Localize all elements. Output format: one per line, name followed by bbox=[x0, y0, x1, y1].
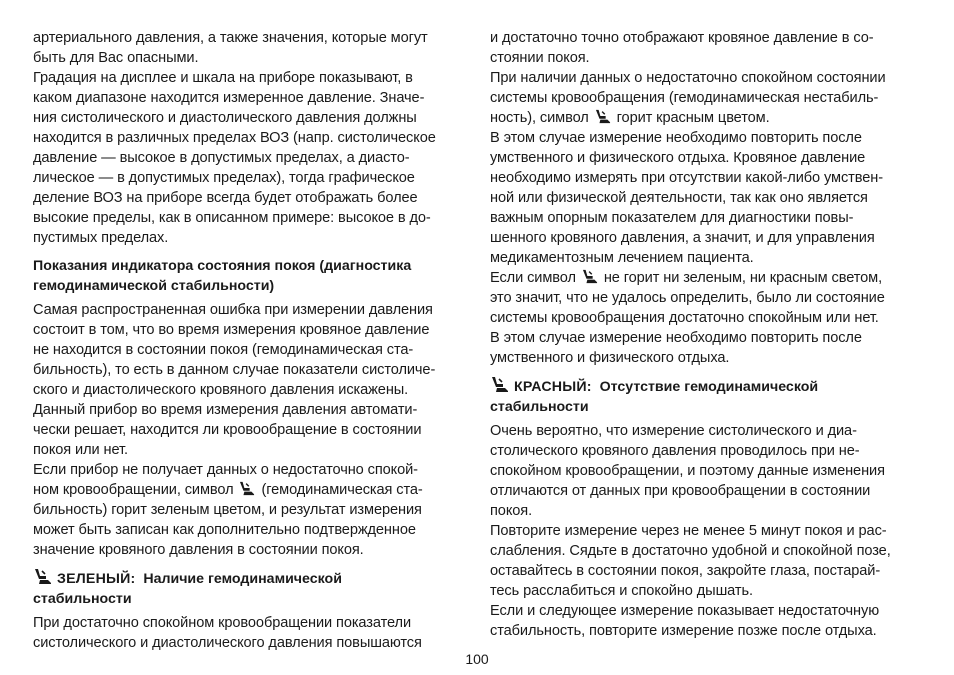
text-line: деление ВОЗ на приборе всегда будет отображать более bbox=[33, 190, 418, 206]
text-line: В этом случае измерение необходимо повторить после bbox=[490, 330, 862, 346]
text-line: каком диапазоне находится измеренное давление. Значе- bbox=[33, 90, 425, 106]
text-line: систолического и диастолического давления повышаются bbox=[33, 635, 422, 651]
text-line: Данный прибор во время измерения давления автомати- bbox=[33, 402, 418, 418]
section-heading bbox=[33, 256, 465, 296]
text-line: необходимо измерять при отсутствии какой-либо умствен- bbox=[490, 170, 883, 186]
heading-line bbox=[33, 568, 465, 589]
text-line: умственного и физического отдыха. bbox=[490, 350, 730, 366]
text-span: ность), символ bbox=[490, 110, 589, 126]
paragraph bbox=[33, 28, 465, 68]
text-line: давление — высокое в допустимых пределах, а диасто- bbox=[33, 150, 410, 166]
text-line: состоит в том, что во время измерения кровяное давление bbox=[33, 322, 430, 338]
text-line: тесь расслабиться и спокойно дышать. bbox=[490, 583, 753, 599]
paragraph bbox=[490, 128, 922, 268]
green-section-heading bbox=[33, 568, 465, 609]
paragraph bbox=[490, 601, 922, 641]
text-line: Если прибор не получает данных о недостаточно спокой- bbox=[33, 462, 418, 478]
text-line: системы кровообращения достаточно спокойным или нет. bbox=[490, 310, 879, 326]
text-span: Если символ bbox=[490, 270, 576, 286]
paragraph bbox=[490, 421, 922, 521]
text-line: покоя. bbox=[490, 503, 533, 519]
text-line: слабления. Сядьте в достаточно удобной и спокойной позе, bbox=[490, 543, 891, 559]
text-line: это значит, что не удалось определить, было ли состояние bbox=[490, 290, 885, 306]
text-span: (гемодинамическая ста- bbox=[261, 482, 423, 498]
text-line: Если и следующее измерение показывает недостаточную bbox=[490, 603, 880, 619]
paragraph bbox=[490, 68, 922, 128]
text-span: горит красным цветом. bbox=[616, 110, 770, 126]
red-label: КРАСНЫЙ: bbox=[514, 379, 592, 395]
text-line: чески решает, находится ли кровообращение в состоянии bbox=[33, 422, 422, 438]
heading-line: стабильности bbox=[490, 399, 589, 415]
heading-line: гемодинамической стабильности) bbox=[33, 278, 275, 294]
text-line: ского и диастолического кровяного давления искажены. bbox=[33, 382, 409, 398]
right-column bbox=[490, 28, 922, 641]
paragraph bbox=[490, 521, 922, 601]
text-line: пустимых пределах. bbox=[33, 230, 169, 246]
left-column bbox=[33, 28, 465, 653]
text-span: ном кровообращении, символ bbox=[33, 482, 234, 498]
text-line: Повторите измерение через не менее 5 минут покоя и рас- bbox=[490, 523, 887, 539]
text-line: Самая распространенная ошибка при измерении давления bbox=[33, 302, 433, 318]
text-line: столического кровяного давления проводилось при не- bbox=[490, 443, 860, 459]
spacer bbox=[33, 248, 465, 256]
page-number: 100 bbox=[465, 651, 489, 667]
text-line: системы кровообращения (гемодинамическая нестабиль- bbox=[490, 90, 879, 106]
rest-indicator-icon bbox=[581, 269, 599, 284]
text-line: При достаточно спокойном кровообращении показатели bbox=[33, 615, 411, 631]
text-line: лическое — в допустимых пределах), тогда графическое bbox=[33, 170, 415, 186]
rest-indicator-icon bbox=[594, 109, 612, 124]
text-line: стоянии покоя. bbox=[490, 50, 590, 66]
text-line: артериального давления, а также значения, которые могут bbox=[33, 30, 428, 46]
text-line: шенного кровяного давления, а значит, и для управления bbox=[490, 230, 875, 246]
text-line: значение кровяного давления в состоянии покоя. bbox=[33, 542, 364, 558]
text-line: покоя или нет. bbox=[33, 442, 128, 458]
green-label: ЗЕЛЕНЫЙ: bbox=[57, 571, 136, 587]
text-line: бильность), то есть в данном случае показатели систоличе- bbox=[33, 362, 436, 378]
text-line: При наличии данных о недостаточно спокойном состоянии bbox=[490, 70, 886, 86]
red-section-heading bbox=[490, 376, 922, 417]
text-line: ния систолического и диастолического давления должны bbox=[33, 110, 417, 126]
paragraph bbox=[490, 268, 922, 368]
text-line: находится в различных пределах ВОЗ (напр. систолическое bbox=[33, 130, 436, 146]
text-line: спокойном кровообращении, и поэтому данные изменения bbox=[490, 463, 885, 479]
text-line bbox=[490, 108, 922, 128]
text-line: отличаются от данных при кровообращении в состоянии bbox=[490, 483, 871, 499]
text-line: Очень вероятно, что измерение систолического и диа- bbox=[490, 423, 857, 439]
text-line: может быть записан как дополнительно подтвержденное bbox=[33, 522, 416, 538]
text-line: высокие пределы, как в описанном примере: высокое в до- bbox=[33, 210, 431, 226]
text-span: не горит ни зеленым, ни красным светом, bbox=[603, 270, 883, 286]
text-line: стабильность, повторите измерение позже после отдыха. bbox=[490, 623, 877, 639]
green-title: Наличие гемодинамической bbox=[143, 571, 342, 587]
text-line: Градация на дисплее и шкала на приборе показывают, в bbox=[33, 70, 413, 86]
text-line: быть для Вас опасными. bbox=[33, 50, 199, 66]
rest-indicator-icon bbox=[238, 481, 256, 496]
text-line: не находится в состоянии покоя (гемодинамическая ста- bbox=[33, 342, 414, 358]
text-line: важным опорным показателем для диагностики повы- bbox=[490, 210, 854, 226]
text-line: и достаточно точно отображают кровяное давление в со- bbox=[490, 30, 874, 46]
paragraph bbox=[33, 68, 465, 248]
spacer bbox=[33, 560, 465, 568]
rest-indicator-icon bbox=[33, 568, 53, 585]
text-line: ной или физической деятельности, так как оно является bbox=[490, 190, 868, 206]
text-line: медикаментозным лечением пациента. bbox=[490, 250, 754, 266]
spacer bbox=[490, 368, 922, 376]
paragraph bbox=[33, 613, 465, 653]
heading-line: Показания индикатора состояния покоя (диагностика bbox=[33, 258, 412, 274]
text-line bbox=[490, 268, 922, 288]
red-title: Отсутствие гемодинамической bbox=[599, 379, 819, 395]
rest-indicator-icon bbox=[490, 376, 510, 393]
text-line: В этом случае измерение необходимо повторить после bbox=[490, 130, 862, 146]
text-line: умственного и физического отдыха. Кровяное давление bbox=[490, 150, 866, 166]
heading-line bbox=[490, 376, 922, 397]
text-line: оставайтесь в состоянии покоя, закройте глаза, постарай- bbox=[490, 563, 881, 579]
text-line: бильность) горит зеленым цветом, и результат измерения bbox=[33, 502, 422, 518]
paragraph bbox=[33, 300, 465, 460]
paragraph bbox=[33, 460, 465, 560]
text-line bbox=[33, 480, 465, 500]
paragraph bbox=[490, 28, 922, 68]
heading-line: стабильности bbox=[33, 591, 132, 607]
